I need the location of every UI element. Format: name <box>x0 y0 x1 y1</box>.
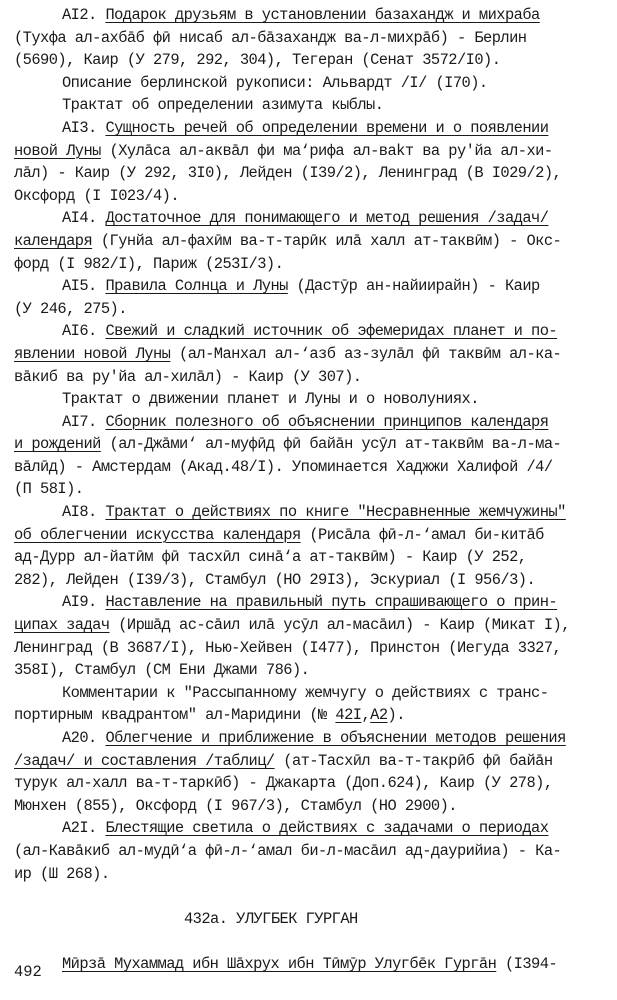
entry-title-cont: новой Луны <box>14 141 101 160</box>
entry-number: AI2. <box>62 6 106 24</box>
entry-a13-line-4: Оксфорд (I I023/4). <box>14 186 180 205</box>
entry-text: (ат-Тасхӣл ва-т-такрӣб фӣ байāн <box>274 751 553 770</box>
entry-text: (Гунйа ал-фахӣм ва-т-тарӣк илā халл ат-таквӣм) - Окс- <box>92 231 562 250</box>
entry-a21-line-1 <box>14 817 604 840</box>
entry-a20-line-4: Мюнхен (855), Оксфорд (I 967/3), Стамбул (НО 2900). <box>14 796 457 815</box>
entry-a16-note: Трактат о движении планет и Луны и о новолуниях. <box>62 390 479 409</box>
entry-title: Сборник полезного об объяснении принципов календаря <box>105 412 549 431</box>
cross-reference-link[interactable]: A2 <box>370 706 388 725</box>
entry-a16-line-1 <box>14 320 604 343</box>
entry-title-cont: и рождений <box>14 435 101 454</box>
entry-a16-line-2 <box>14 343 604 366</box>
entry-a17-line-2 <box>14 433 604 456</box>
entry-a12-line-2: (Тухфа ал-ахбāб фӣ нисаб ал-бāзахандж ва-л-михрāб) - Берлин <box>14 28 527 47</box>
entry-a12-note-1: Описание берлинской рукописи: Альвардт /I/ (I70). <box>62 73 488 92</box>
page-number: 492 <box>14 963 42 981</box>
section-intro-line <box>14 953 604 976</box>
entry-title-cont: об облегчении искусства календаря <box>14 525 301 544</box>
entry-title: Сущность речей об определении времени и о появлении <box>105 118 549 137</box>
note-text: , <box>361 706 371 725</box>
entry-title-cont: /задач/ и составления /таблиц/ <box>14 751 275 770</box>
entry-a14-line-2 <box>14 230 604 253</box>
spacer <box>14 930 604 953</box>
entry-a18-line-4: 282), Лейден (I39/3), Стамбул (НО 29I3), Эскуриал (I 956/3). <box>14 570 536 589</box>
entry-a19-note-2 <box>14 704 604 727</box>
entry-a12-note-2: Трактат об определении азимута кыблы. <box>62 96 384 115</box>
entry-number: AI4. <box>62 209 106 228</box>
entry-title: Достаточное для понимающего и метод решения /задач/ <box>105 209 549 228</box>
entry-a13-line-3: лāл) - Каир (У 292, 3I0), Лейден (I39/2), Ленинград (В I029/2), <box>14 164 562 183</box>
person-dates: (I394- <box>496 954 558 973</box>
note-text: ). <box>387 706 405 725</box>
entry-number: AI9. <box>62 593 106 612</box>
entry-a20-line-1 <box>14 727 604 750</box>
entry-title-cont: ципах задач <box>14 616 110 635</box>
entry-a13-line-2 <box>14 140 604 163</box>
section-heading: 432а. УЛУГБЕК ГУРГАН <box>184 909 358 928</box>
entry-text: (Рисāла фӣ-л-‘амал би-китāб <box>300 525 544 544</box>
entry-a15-line-1 <box>14 275 604 298</box>
entry-number: AI3. <box>62 118 106 137</box>
entry-a18-line-1 <box>14 501 604 524</box>
entry-a14-line-1 <box>14 207 604 230</box>
entry-a12-line-3: (5690), Каир (У 279, 292, 304), Тегеран (Сенат 3572/I0). <box>14 51 501 70</box>
entry-a18-line-2 <box>14 524 604 547</box>
entry-text: (Хулāса ал-аквāл фи ма‘рифа ал-ваkт ва ру'йа ал-хи- <box>100 141 553 160</box>
entry-number: AI8. <box>62 503 106 522</box>
entry-text: (ал-Манхал ал-‘азб аз-зулāл фӣ таквӣм ал-ка- <box>170 344 562 363</box>
entry-number: A2I. <box>62 819 106 838</box>
entry-a12-line-1 <box>14 4 604 27</box>
entry-a19-line-1 <box>14 591 604 614</box>
entry-a16-line-3: вāкиб ва ру'йа ал-хилāл) - Каир (У 307). <box>14 367 362 386</box>
spacer <box>14 885 604 908</box>
entry-title: Трактат о действиях по книге "Несравненные жемчужины" <box>105 503 566 522</box>
entry-title: Облегчение и приближение в объяснении методов решения <box>105 729 566 747</box>
entry-title: Свежий и сладкий источник об эфемеридах планет и по- <box>105 322 558 341</box>
entry-title: Наставление на правильный путь спрашивающего о прин- <box>105 593 558 612</box>
entry-title-cont: календаря <box>14 231 93 250</box>
entry-title-cont: явлении новой Луны <box>14 344 171 363</box>
entry-a14-line-3: форд (I 982/I), Париж (253I/3). <box>14 254 284 273</box>
note-text: портирным квадрантом" ал-Маридини (№ <box>14 706 336 725</box>
entry-number: A20. <box>62 729 106 747</box>
entry-text: (Дастӯр ан-найиирайн) - Каир <box>287 277 540 296</box>
entry-a20-line-2 <box>14 750 604 773</box>
entry-a13-line-1 <box>14 117 604 140</box>
entry-number: AI7. <box>62 412 106 431</box>
document-page <box>14 4 604 976</box>
entry-a17-line-4: (П 58I). <box>14 480 84 499</box>
entry-title: Подарок друзьям в установлении базахандж и михраба <box>105 6 540 24</box>
entry-text: (Иршāд ас-сāил илā усӯл ал-масāил) - Каир (Микат I), <box>109 616 570 635</box>
entry-text: (ал-Джāми‘ ал-муфӣд фӣ байāн усӯл ат-таквӣм ва-л-ма- <box>100 435 562 454</box>
entry-a20-line-3: турук ал-халл ва-т-таркӣб) - Джакарта (Доп.624), Каир (У 278), <box>14 774 553 793</box>
cross-reference-link[interactable]: 42I <box>335 706 362 725</box>
entry-a18-line-3: ад-Дурр ал-йатӣм фӣ тасхӣл синā‘а ат-таквӣм) - Каир (У 252, <box>14 548 527 567</box>
entry-a17-line-1 <box>14 411 604 434</box>
entry-title: Блестящие светила о действиях с задачами о периодах <box>105 819 549 838</box>
entry-a19-note-1: Комментарии к "Рассыпанному жемчугу о действиях с транс- <box>62 683 549 702</box>
entry-a19-line-2 <box>14 614 604 637</box>
entry-a19-line-4: 358I), Стамбул (СМ Ени Джами 786). <box>14 661 310 680</box>
entry-number: AI6. <box>62 322 106 341</box>
entry-a17-line-3: вāлӣд) - Амстердам (Акад.48/I). Упоминается Хаджжи Халифой /4/ <box>14 457 553 476</box>
entry-number: AI5. <box>62 277 106 296</box>
entry-a15-line-2: (У 246, 275). <box>14 299 127 318</box>
person-name: Мӣрзā Мухаммад ибн Шāхрух ибн Тӣмӯр Улугбēк Гургāн <box>62 954 497 973</box>
entry-title: Правила Солнца и Луны <box>105 277 288 296</box>
entry-a19-line-3: Ленинград (В 3687/I), Нью-Хейвен (I477), Принстон (Иегуда 3327, <box>14 638 562 657</box>
entry-a21-line-3: ир (Ш 268). <box>14 864 110 883</box>
entry-a21-line-2: (ал-Кавāкиб ал-мудӣ‘а фӣ-л-‘амал би-л-масāил ад-даурийиа) - Ка- <box>14 841 562 860</box>
